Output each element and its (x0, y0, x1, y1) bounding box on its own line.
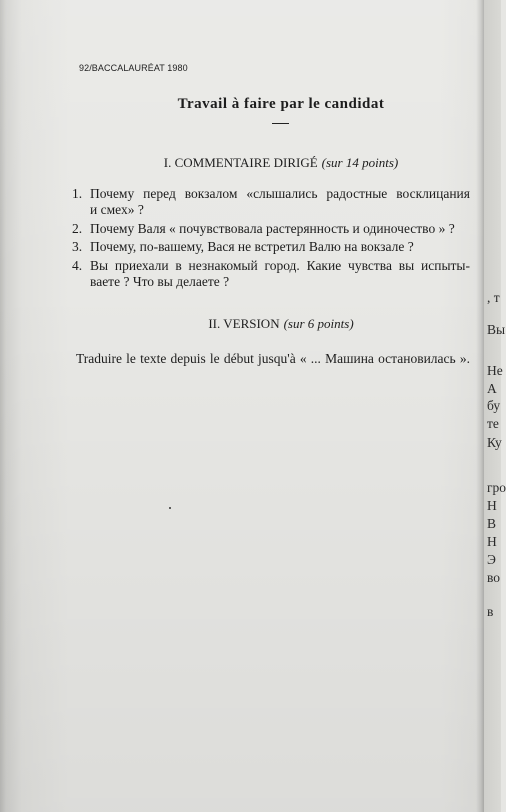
page-title: Travail à faire par le candidat (177, 96, 385, 112)
question-line: Вы приехали в незнакомый город. Какие чувства вы испыты- (90, 257, 470, 273)
section-2-label: II. VERSION (208, 316, 280, 331)
adjacent-text-fragment: во (487, 570, 501, 585)
question-number: 4. (72, 257, 83, 273)
question-text (90, 186, 470, 218)
section-2-points-note: (sur 6 points) (283, 316, 354, 331)
version-instruction: Traduire le texte depuis le début jusqu'à « ... Машина остановилась ». (76, 351, 470, 366)
section-1-points-note: (sur 14 points) (321, 155, 399, 170)
question-line: Почему перед вокзалом «слышались радостные восклицания (90, 186, 470, 201)
adjacent-text-fragment: Н (487, 498, 497, 513)
adjacent-text-fragment: Н (487, 534, 497, 549)
adjacent-text-fragment: В (487, 516, 497, 531)
question-text (90, 221, 470, 237)
adjacent-text-fragment: Вы (487, 322, 506, 337)
question-list (72, 186, 470, 292)
adjacent-text-fragment: Ку (487, 435, 502, 450)
question-item (72, 239, 470, 255)
ink-speck (169, 507, 171, 509)
running-head: 92/BACCALAURÉAT 1980 (79, 63, 188, 73)
question-item (72, 221, 470, 237)
question-number: 3. (72, 239, 83, 254)
adjacent-text-fragment: те (487, 416, 499, 431)
title-rule (272, 123, 289, 124)
adjacent-text-fragment: Не (487, 363, 503, 378)
adjacent-text-fragment: А (487, 381, 497, 396)
question-line: и смех» ? (90, 202, 144, 217)
question-line: ваете ? Что вы делаете ? (90, 273, 230, 289)
section-1-heading (72, 155, 490, 171)
question-item (72, 258, 470, 290)
question-item (72, 186, 470, 218)
question-number: 1. (72, 186, 83, 201)
adjacent-text-fragment: , т (487, 290, 500, 305)
adjacent-text-fragment: Э (487, 552, 496, 567)
question-text (90, 258, 470, 290)
question-number: 2. (72, 220, 83, 236)
adjacent-text-fragment: в (487, 604, 494, 619)
adjacent-text-fragment: гро (487, 480, 506, 495)
question-text (90, 239, 470, 255)
section-2-heading (72, 316, 490, 332)
adjacent-page-edge (484, 0, 506, 812)
question-line: Почему, по-вашему, Вася не встретил Валю на вокзале ? (90, 239, 414, 254)
gutter-shadow (476, 0, 484, 812)
question-line: Почему Валя « почувствовала растерянность и одиночество » ? (90, 220, 455, 236)
adjacent-text-fragment: бу (487, 398, 501, 413)
section-1-label: I. COMMENTAIRE DIRIGÉ (163, 155, 318, 170)
